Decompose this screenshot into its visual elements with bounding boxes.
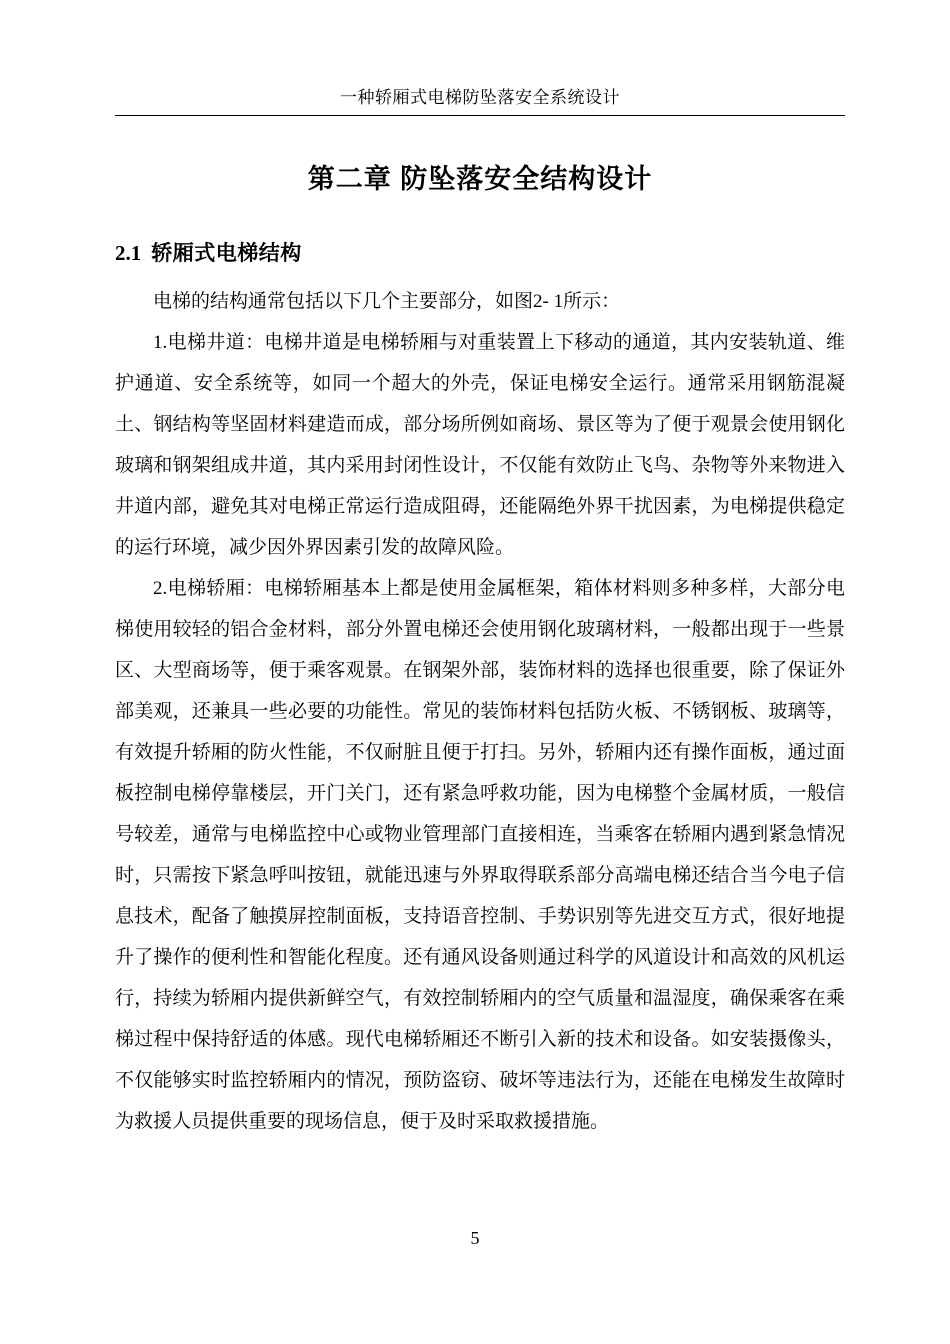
- page-number: 5: [470, 1228, 480, 1248]
- running-header-title: 一种轿厢式电梯防坠落安全系统设计: [115, 88, 845, 116]
- page-header: [115, 88, 845, 116]
- section-number: 2.1: [115, 241, 142, 265]
- chapter-title: 第二章 防坠落安全结构设计: [307, 164, 653, 194]
- paragraph-elevator-shaft: 1.电梯井道：电梯井道是电梯轿厢与对重装置上下移动的通道，其内安装轨道、维护通道、安全系统等，如同一个超大的外壳，保证电梯安全运行。通常采用钢筋混凝土、钢结构等坚固材料建造而成，部分场所例如商场、景区等为了便于观景会使用钢化玻璃和钢架组成井道，其内采用封闭性设计，不仅能有效防止飞鸟、杂物等外来物进入井道内部，避免其对电梯正常运行造成阻碍，还能隔绝外界干扰因素，为电梯提供稳定的运行环境，减少因外界因素引发的故障风险。: [115, 332, 845, 558]
- section-title: 轿厢式电梯结构: [151, 242, 302, 265]
- paragraph-elevator-car: 2.电梯轿厢：电梯轿厢基本上都是使用金属框架，箱体材料则多种多样，大部分电梯使用较轻的铝合金材料，部分外置电梯还会使用钢化玻璃材料，一般都出现于一些景区、大型商场等，便于乘客观景。在钢架外部，装饰材料的选择也很重要，除了保证外部美观，还兼具一些必要的功能性。常见的装饰材料包括防火板、不锈钢板、玻璃等，有效提升轿厢的防火性能，不仅耐脏且便于打扫。另外，轿厢内还有操作面板，通过面板控制电梯停靠楼层，开门关门，还有紧急呼救功能，因为电梯整个金属材质，一般信号较差，通常与电梯监控中心或物业管理部门直接相连，当乘客在轿厢内遇到紧急情况时，只需按下紧急呼叫按钮，就能迅速与外界取得联系部分高端电梯还结合当今电子信息技术，配备了触摸屏控制面板，支持语音控制、手势识别等先进交互方式，很好地提升了操作的便利性和智能化程度。还有通风设备则通过科学的风道设计和高效的风机运行，持续为轿厢内提供新鲜空气，有效控制轿厢内的空气质量和温湿度，确保乘客在乘梯过程中保持舒适的体感。现代电梯轿厢还不断引入新的技术和设备。如安装摄像头，不仅能够实时监控轿厢内的情况，预防盗窃、破坏等违法行为，还能在电梯发生故障时为救援人员提供重要的现场信息，便于及时采取救援措施。: [115, 578, 845, 1132]
- paragraph-intro: 电梯的结构通常包括以下几个主要部分，如图2- 1所示：: [153, 291, 621, 312]
- page-footer: [0, 1228, 950, 1249]
- section-heading: [115, 240, 845, 267]
